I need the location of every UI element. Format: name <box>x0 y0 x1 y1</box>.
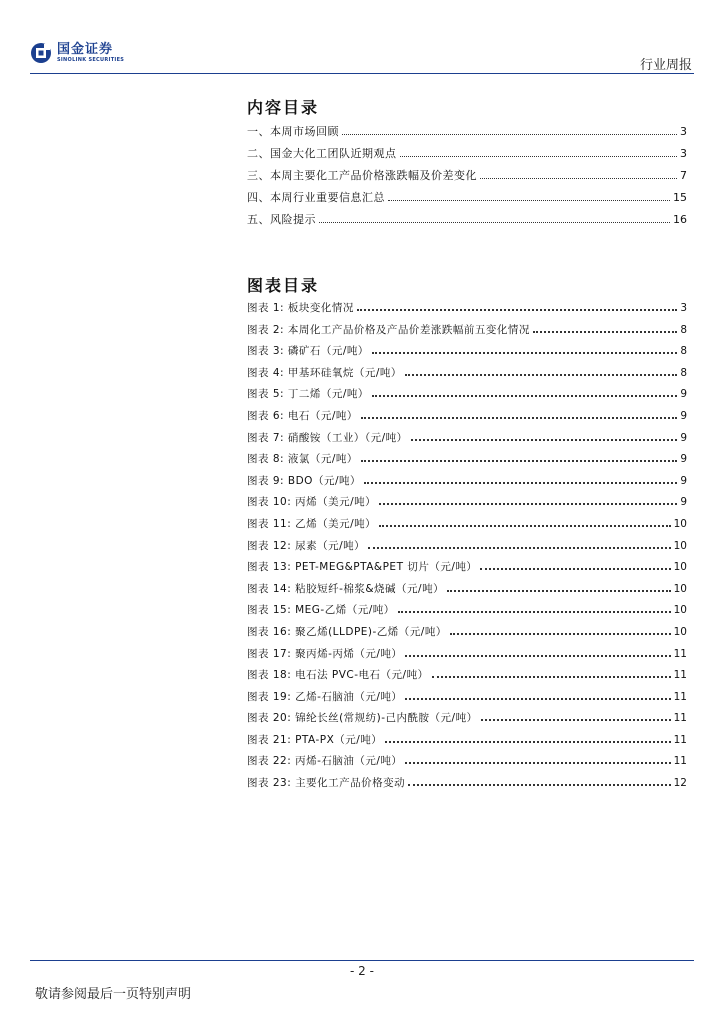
figure-item[interactable] <box>247 667 687 689</box>
figure-item-title: 图表 18: 电石法 PVC-电石（元/吨） <box>247 669 429 682</box>
figure-item[interactable] <box>247 581 687 603</box>
figure-item[interactable] <box>247 710 687 732</box>
dot-leader <box>411 439 678 441</box>
contents-item[interactable] <box>247 123 687 145</box>
figure-item-title: 图表 3: 磷矿石（元/吨） <box>247 345 369 358</box>
figure-item[interactable] <box>247 494 687 516</box>
figure-item[interactable] <box>247 646 687 668</box>
figure-item-title: 图表 22: 丙烯-石脑油（元/吨） <box>247 755 403 768</box>
figure-item-page: 11 <box>673 712 687 725</box>
figure-item-title: 图表 15: MEG-乙烯（元/吨） <box>247 604 395 617</box>
dot-leader <box>372 352 677 354</box>
figure-item[interactable] <box>247 322 687 344</box>
dot-leader <box>379 503 677 505</box>
figure-item[interactable] <box>247 753 687 775</box>
figure-item[interactable] <box>247 602 687 624</box>
disclaimer-text: 敬请参阅最后一页特别声明 <box>35 987 192 1002</box>
figure-item-page: 10 <box>673 625 687 638</box>
contents-title: 内容目录 <box>247 98 320 117</box>
figure-item[interactable] <box>247 430 687 452</box>
dot-leader <box>388 200 670 201</box>
figure-item-title: 图表 17: 聚丙烯-丙烯（元/吨） <box>247 647 403 660</box>
figure-item-page: 10 <box>673 604 687 617</box>
figure-item-title: 图表 2: 本周化工产品价格及产品价差涨跌幅前五变化情况 <box>247 323 530 336</box>
figure-item-title: 图表 11: 乙烯（美元/吨） <box>247 517 377 530</box>
dot-leader <box>385 741 670 743</box>
figure-item-title: 图表 23: 主要化工产品价格变动 <box>247 777 406 790</box>
page-number: - 2 - <box>350 964 374 978</box>
figure-item-page: 10 <box>673 517 687 530</box>
dot-leader <box>481 719 671 721</box>
figures-title: 图表目录 <box>247 276 320 295</box>
figure-item-page: 11 <box>673 755 687 768</box>
figure-item-page: 11 <box>673 669 687 682</box>
dot-leader <box>368 547 671 549</box>
figure-item-page: 8 <box>680 323 687 336</box>
figure-item-page: 12 <box>673 777 687 790</box>
contents-item-page: 16 <box>673 213 687 226</box>
figure-item-page: 9 <box>680 409 687 422</box>
figure-item-title: 图表 19: 乙烯-石脑油（元/吨） <box>247 690 403 703</box>
figure-item-page: 10 <box>673 561 687 574</box>
figure-item-page: 9 <box>680 474 687 487</box>
report-type-label: 行业周报 <box>639 58 692 73</box>
dot-leader <box>405 655 670 657</box>
figure-item[interactable] <box>247 624 687 646</box>
dot-leader <box>480 568 670 570</box>
contents-item[interactable] <box>247 189 687 211</box>
contents-item-title: 四、本周行业重要信息汇总 <box>247 191 385 204</box>
dot-leader <box>405 698 670 700</box>
figure-item-page: 8 <box>680 345 687 358</box>
figure-item[interactable] <box>247 559 687 581</box>
contents-item-title: 一、本周市场回顾 <box>247 125 339 138</box>
figure-item[interactable] <box>247 408 687 430</box>
figure-item-title: 图表 20: 锦纶长丝(常规纺)-己内酰胺（元/吨） <box>247 712 478 725</box>
figure-item-title: 图表 1: 板块变化情况 <box>247 302 354 314</box>
figure-item[interactable] <box>247 689 687 711</box>
page-header <box>0 0 724 80</box>
header-divider <box>30 73 694 74</box>
figure-item-page: 11 <box>673 690 687 703</box>
dot-leader <box>372 395 677 397</box>
dot-leader <box>533 331 677 333</box>
figure-item-page: 9 <box>680 431 687 444</box>
figure-item-page: 9 <box>680 388 687 401</box>
dot-leader <box>361 417 677 419</box>
figure-item-page: 9 <box>680 453 687 466</box>
figure-item-page: 11 <box>673 647 687 660</box>
contents-item-page: 3 <box>680 125 687 138</box>
dot-leader <box>447 590 671 592</box>
contents-item-title: 三、本周主要化工产品价格涨跌幅及价差变化 <box>247 169 477 182</box>
dot-leader <box>450 633 671 635</box>
contents-item[interactable] <box>247 211 687 233</box>
dot-leader <box>400 156 678 157</box>
figure-item[interactable] <box>247 386 687 408</box>
dot-leader <box>408 784 671 786</box>
figure-item-page: 3 <box>680 302 687 314</box>
figure-item[interactable] <box>247 732 687 754</box>
dot-leader <box>357 309 677 311</box>
figure-item[interactable] <box>247 343 687 365</box>
logo-chinese-name: 国金证券 <box>57 42 114 57</box>
figure-item-title: 图表 12: 尿素（元/吨） <box>247 539 366 552</box>
contents-item-page: 15 <box>673 191 687 204</box>
dot-leader <box>361 460 677 462</box>
dot-leader <box>405 374 677 376</box>
figure-item-title: 图表 21: PTA-PX（元/吨） <box>247 733 383 746</box>
figure-item-page: 9 <box>680 496 687 509</box>
footer-divider <box>30 960 694 961</box>
figure-item[interactable] <box>247 775 687 797</box>
figure-item-title: 图表 6: 电石（元/吨） <box>247 409 358 422</box>
contents-item-page: 7 <box>680 169 687 182</box>
figures-list <box>247 300 687 797</box>
figure-item-title: 图表 8: 液氯（元/吨） <box>247 453 358 466</box>
dot-leader <box>319 222 670 223</box>
figure-item-page: 8 <box>680 366 687 379</box>
figure-item[interactable] <box>247 451 687 473</box>
logo-english-name: SINOLINK SECURITIES <box>57 57 125 63</box>
dot-leader <box>398 611 671 613</box>
figure-item-title: 图表 10: 丙烯（美元/吨） <box>247 496 377 509</box>
company-logo <box>30 42 124 64</box>
figure-item-title: 图表 5: 丁二烯（元/吨） <box>247 388 369 401</box>
figure-item-title: 图表 14: 粘胶短纤-棉浆&烧碱（元/吨） <box>247 582 445 595</box>
figure-item-title: 图表 16: 聚乙烯(LLDPE)-乙烯（元/吨） <box>247 625 447 638</box>
figure-item[interactable] <box>247 473 687 495</box>
figure-item-title: 图表 9: BDO（元/吨） <box>247 474 361 487</box>
figure-item[interactable] <box>247 300 687 322</box>
dot-leader <box>364 482 677 484</box>
contents-item[interactable] <box>247 145 687 167</box>
figure-item-page: 11 <box>673 733 687 746</box>
figure-item[interactable] <box>247 538 687 560</box>
contents-item-title: 二、国金大化工团队近期观点 <box>247 147 397 160</box>
dot-leader <box>432 676 671 678</box>
sinolink-logo-icon <box>30 42 52 64</box>
figure-item-title: 图表 4: 甲基环硅氧烷（元/吨） <box>247 366 402 379</box>
figure-item-page: 10 <box>673 539 687 552</box>
figure-item[interactable] <box>247 516 687 538</box>
dot-leader <box>480 178 677 179</box>
figure-item[interactable] <box>247 365 687 387</box>
figure-item-title: 图表 7: 硝酸铵（工业）（元/吨） <box>247 431 408 444</box>
contents-item-page: 3 <box>680 147 687 160</box>
contents-item-title: 五、风险提示 <box>247 213 316 226</box>
contents-list <box>247 123 687 233</box>
dot-leader <box>379 525 671 527</box>
dot-leader <box>342 134 677 135</box>
figure-item-title: 图表 13: PET-MEG&PTA&PET 切片（元/吨） <box>247 561 478 574</box>
figure-item-page: 10 <box>673 582 687 595</box>
dot-leader <box>405 762 670 764</box>
contents-item[interactable] <box>247 167 687 189</box>
